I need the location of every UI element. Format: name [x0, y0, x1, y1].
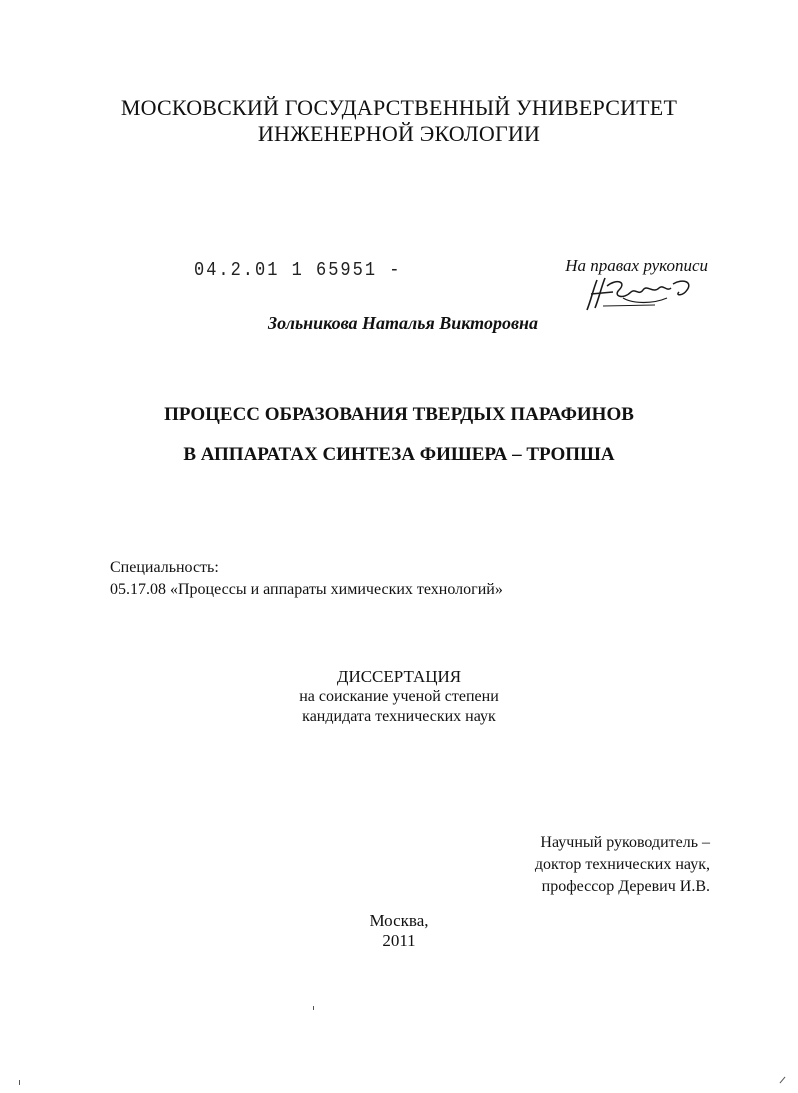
year: 2011: [382, 931, 416, 950]
supervisor-name: профессор Деревич И.В.: [541, 878, 710, 895]
supervisor-degree: доктор технических наук,: [534, 856, 710, 873]
specialty-block: [110, 557, 503, 601]
university-name: [0, 95, 798, 147]
scan-speck: [313, 1006, 314, 1010]
dissertation-heading: ДИССЕРТАЦИЯ: [336, 667, 462, 686]
dissertation-field-line: кандидата технических наук: [302, 708, 496, 725]
title-line-2: В АППАРАТАХ СИНТЕЗА ФИШЕРА – ТРОПША: [183, 444, 615, 465]
university-line-2: ИНЖЕНЕРНОЙ ЭКОЛОГИИ: [257, 121, 541, 146]
registration-stamp-number: 04.2.01 1 65951 -: [194, 260, 402, 282]
university-line-1: МОСКОВСКИЙ ГОСУДАРСТВЕННЫЙ УНИВЕРСИТЕТ: [120, 95, 678, 120]
dissertation-degree-line: на соискание ученой степени: [299, 688, 499, 705]
specialty-label: Специальность:: [110, 559, 219, 576]
specialty-value: 05.17.08 «Процессы и аппараты химических технологий»: [110, 581, 503, 598]
title-line-1: ПРОЦЕСС ОБРАЗОВАНИЯ ТВЕРДЫХ ПАРАФИНОВ: [164, 404, 634, 425]
scan-speck: [780, 1077, 786, 1084]
supervisor-block: [535, 832, 710, 898]
supervisor-role: Научный руководитель –: [540, 834, 710, 851]
author-name: Зольникова Наталья Викторовна: [268, 313, 538, 333]
handwritten-signature: [583, 274, 695, 314]
dissertation-title: [0, 402, 798, 482]
place-and-year: [0, 911, 798, 951]
scan-speck: [19, 1080, 20, 1085]
manuscript-rights-note: На правах рукописи: [565, 256, 708, 275]
city: Москва,: [369, 911, 429, 930]
dissertation-block: [0, 667, 798, 727]
